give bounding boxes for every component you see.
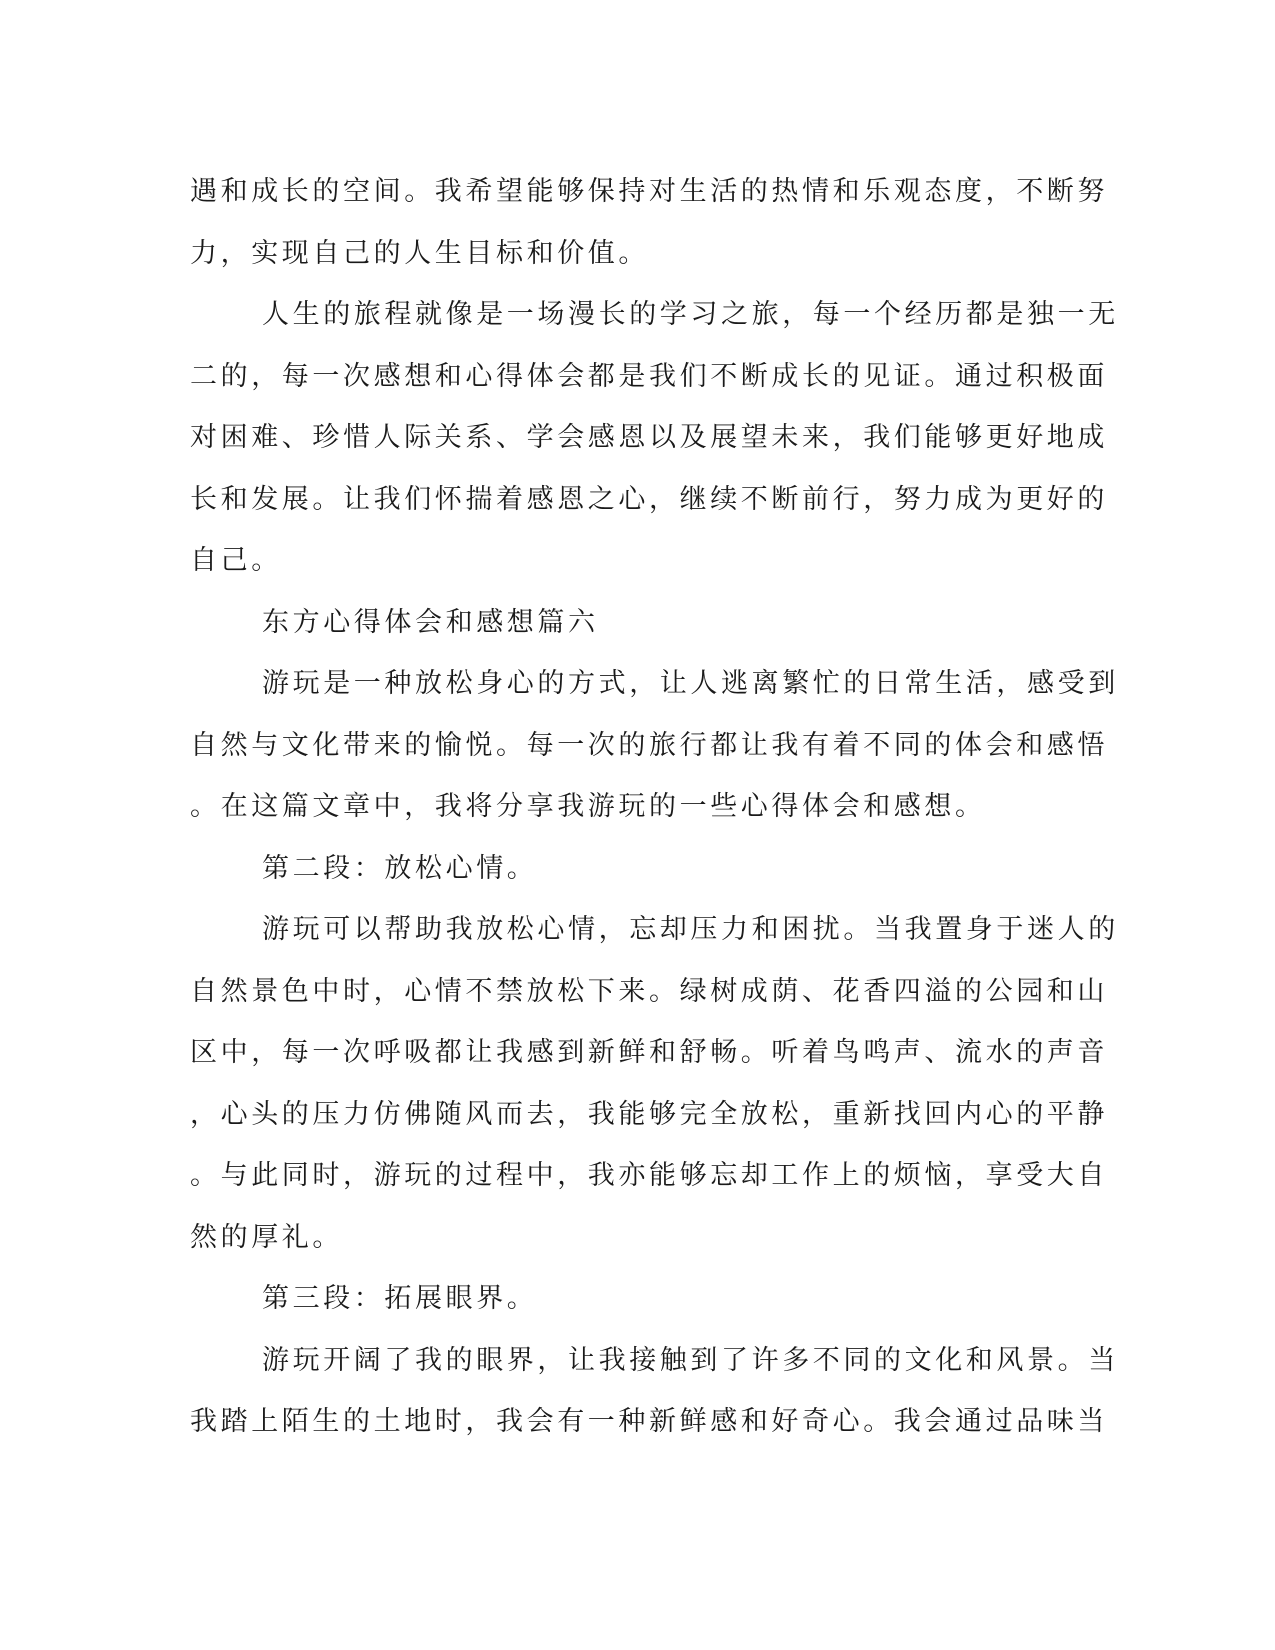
text-line: ，心头的压力仿佛随风而去，我能够完全放松，重新找回内心的平静 [190, 1098, 1108, 1130]
text-line: 自然景色中时，心情不禁放松下来。绿树成荫、花香四溢的公园和山 [190, 975, 1108, 1007]
text-line: 自己。 [190, 545, 282, 576]
text-line: 区中，每一次呼吸都让我感到新鲜和舒畅。听着鸟鸣声、流水的声音 [190, 1037, 1108, 1068]
text-line: 长和发展。让我们怀揣着感恩之心，继续不断前行，努力成为更好的 [190, 483, 1108, 515]
text-line: 我踏上陌生的土地时，我会有一种新鲜感和好奇心。我会通过品味当 [190, 1406, 1108, 1437]
text-line: 力，实现自己的人生目标和价值。 [190, 237, 649, 269]
text-line: 人生的旅程就像是一场漫长的学习之旅，每一个经历都是独一无 [262, 299, 1119, 330]
text-line: 游玩可以帮助我放松心情，忘却压力和困扰。当我置身于迷人的 [262, 914, 1119, 945]
text-line: 自然与文化带来的愉悦。每一次的旅行都让我有着不同的体会和感悟 [190, 729, 1108, 761]
paragraph-heading: 第三段：拓展眼界。 [262, 1283, 538, 1314]
body-text [190, 161, 1119, 1453]
text-line: 二的，每一次感想和心得体会都是我们不断成长的见证。通过积极面 [190, 360, 1108, 392]
text-line: 对困难、珍惜人际关系、学会感恩以及展望未来，我们能够更好地成 [190, 422, 1108, 453]
text-line: 然的厚礼。 [190, 1221, 343, 1253]
text-line: 游玩开阔了我的眼界，让我接触到了许多不同的文化和风景。当 [262, 1344, 1119, 1376]
paragraph-heading: 第二段：放松心情。 [262, 852, 538, 884]
text-line: 遇和成长的空间。我希望能够保持对生活的热情和乐观态度，不断努 [190, 176, 1108, 207]
text-line: 游玩是一种放松身心的方式，让人逃离繁忙的日常生活，感受到 [262, 668, 1119, 699]
text-line: 。与此同时，游玩的过程中，我亦能够忘却工作上的烦恼，享受大自 [190, 1160, 1108, 1191]
section-heading: 东方心得体会和感想篇六 [262, 606, 599, 638]
text-line: 。在这篇文章中，我将分享我游玩的一些心得体会和感想。 [190, 791, 986, 822]
